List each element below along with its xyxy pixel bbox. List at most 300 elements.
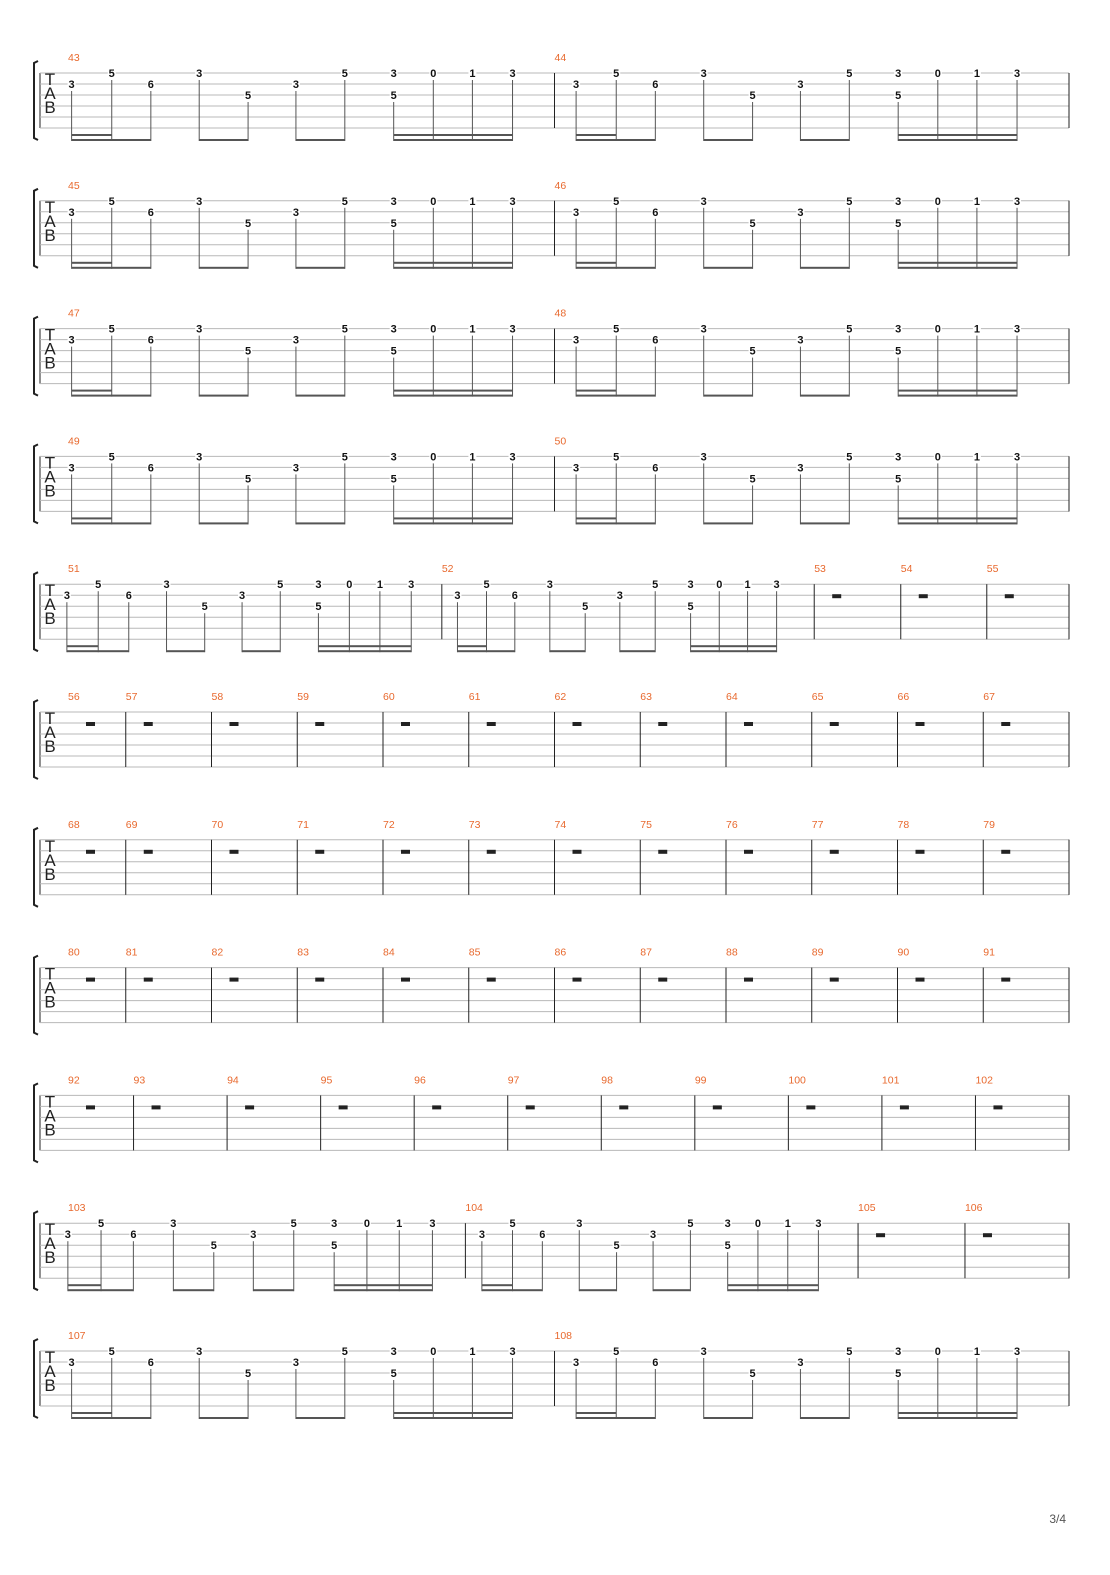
fret-number: 3 <box>700 195 707 208</box>
whole-rest <box>487 850 496 854</box>
fret-number: 3 <box>573 462 580 475</box>
fret-number: 5 <box>749 473 756 486</box>
measure-number: 87 <box>640 946 652 959</box>
beam-sixteenth <box>72 262 112 264</box>
measure-number: 81 <box>125 946 138 959</box>
beam-sixteenth <box>576 517 616 519</box>
measure-number: 55 <box>986 563 999 576</box>
beam <box>550 650 585 652</box>
measure-number: 83 <box>297 946 309 959</box>
measure-number: 47 <box>68 307 80 320</box>
beam <box>253 1289 293 1291</box>
measure-number: 48 <box>554 307 567 320</box>
beam <box>72 395 151 397</box>
beam-sixteenth <box>394 390 513 392</box>
fret-number: 3 <box>700 451 707 464</box>
fret-number: 0 <box>430 451 437 464</box>
tab-clef-letter: A <box>44 850 56 870</box>
fret-number: 5 <box>108 68 115 80</box>
whole-rest <box>573 850 582 854</box>
tab-clef-letter: A <box>44 723 56 742</box>
tab-clef-letter: B <box>44 609 56 629</box>
measure-number: 89 <box>811 946 824 959</box>
fret-number: 0 <box>346 579 353 592</box>
beam-sixteenth <box>576 1412 616 1414</box>
fret-number: 3 <box>797 462 804 475</box>
beam <box>296 139 345 141</box>
fret-number: 5 <box>108 195 115 208</box>
fret-number: 5 <box>245 1368 252 1380</box>
fret-number: 1 <box>973 451 980 464</box>
whole-rest <box>876 1233 885 1237</box>
fret-number: 3 <box>616 590 623 603</box>
tab-clef-letter: B <box>44 353 56 373</box>
fret-number: 5 <box>341 195 348 208</box>
fret-number: 3 <box>390 68 397 80</box>
fret-number: 6 <box>147 206 154 219</box>
system-bracket <box>34 700 38 779</box>
beam-sixteenth <box>72 517 112 519</box>
measure-number: 53 <box>814 563 826 576</box>
whole-rest <box>573 978 582 982</box>
beam-sixteenth <box>898 390 1017 392</box>
fret-number: 5 <box>245 473 252 486</box>
measure-number: 79 <box>983 818 995 831</box>
measure-number: 45 <box>68 179 80 192</box>
fret-number: 3 <box>509 68 516 80</box>
fret-number: 0 <box>430 68 437 80</box>
measure-number: 99 <box>694 1074 707 1087</box>
page-number: 3/4 <box>1049 1512 1066 1526</box>
tab-clef-letter: B <box>44 864 56 884</box>
fret-number: 5 <box>245 90 252 102</box>
fret-number: 3 <box>408 579 415 592</box>
measure-number: 84 <box>383 946 395 959</box>
fret-number: 3 <box>292 1357 299 1369</box>
beam <box>482 1289 542 1291</box>
whole-rest <box>1005 594 1014 598</box>
beam <box>67 650 129 652</box>
fret-number: 3 <box>478 1229 485 1242</box>
fret-number: 3 <box>292 206 299 219</box>
fret-number: 5 <box>390 473 397 486</box>
fret-number: 5 <box>895 473 902 486</box>
fret-number: 1 <box>973 68 980 80</box>
fret-number: 5 <box>613 1240 620 1253</box>
tab-clef-letter: T <box>44 325 56 345</box>
tab-clef-letter: T <box>44 581 56 601</box>
fret-number: 5 <box>613 68 620 80</box>
whole-rest <box>339 1105 348 1109</box>
beam-sixteenth <box>898 517 1017 519</box>
beam-sixteenth <box>334 1284 432 1286</box>
measure-number: 72 <box>383 818 395 831</box>
fret-number: 6 <box>511 590 518 603</box>
fret-number: 5 <box>846 195 853 208</box>
fret-number: 5 <box>331 1240 338 1253</box>
tab-clef-letter: A <box>44 84 56 103</box>
beam <box>318 650 411 652</box>
fret-number: 5 <box>390 1368 397 1380</box>
beam <box>898 1417 1017 1419</box>
fret-number: 3 <box>292 334 299 347</box>
whole-rest <box>245 1105 254 1109</box>
tab-clef-letter: B <box>44 481 56 501</box>
measure-number: 56 <box>68 691 80 703</box>
whole-rest <box>144 978 153 982</box>
fret-number: 5 <box>652 579 659 592</box>
fret-number: 3 <box>68 206 75 219</box>
fret-number: 3 <box>895 451 902 464</box>
tab-clef-letter: A <box>44 467 56 487</box>
fret-number: 3 <box>700 1346 707 1358</box>
measure-number: 62 <box>554 691 567 703</box>
fret-number: 5 <box>613 1346 620 1358</box>
fret-number: 3 <box>429 1218 436 1231</box>
whole-rest <box>916 722 925 726</box>
measure-number: 61 <box>468 691 481 703</box>
fret-number: 3 <box>239 590 246 603</box>
beam <box>691 650 777 652</box>
tab-clef-letter: B <box>44 1248 56 1268</box>
fret-number: 5 <box>97 1218 105 1231</box>
fret-number: 5 <box>315 601 322 614</box>
fret-number: 3 <box>573 1357 580 1369</box>
fret-number: 3 <box>63 590 70 603</box>
whole-rest <box>144 722 153 726</box>
fret-number: 5 <box>341 323 348 336</box>
fret-number: 3 <box>390 323 397 336</box>
fret-number: 0 <box>430 323 437 336</box>
fret-number: 6 <box>147 334 154 347</box>
beam-sixteenth <box>691 645 777 647</box>
whole-rest <box>230 722 239 726</box>
beam-sixteenth <box>576 134 616 136</box>
measure-number: 107 <box>68 1330 86 1342</box>
fret-number: 3 <box>509 1346 516 1358</box>
fret-number: 3 <box>546 579 553 592</box>
beam-sixteenth <box>72 390 112 392</box>
whole-rest <box>1001 850 1010 854</box>
beam <box>576 395 655 397</box>
fret-number: 3 <box>68 1357 75 1369</box>
fret-number: 5 <box>749 90 756 102</box>
beam <box>898 267 1017 269</box>
measure-number: 104 <box>465 1202 483 1215</box>
fret-number: 1 <box>744 579 751 592</box>
beam <box>898 395 1017 397</box>
system-bracket <box>34 1211 38 1290</box>
fret-number: 3 <box>196 1346 203 1358</box>
fret-number: 5 <box>95 579 102 592</box>
measure-number: 66 <box>897 691 910 703</box>
tab-clef-letter: T <box>44 1092 56 1112</box>
fret-number: 0 <box>430 195 437 208</box>
fret-number: 5 <box>846 323 853 336</box>
whole-rest <box>1001 978 1010 982</box>
measure-number: 91 <box>983 946 995 959</box>
beam <box>704 522 753 524</box>
fret-number: 3 <box>196 68 203 80</box>
beam <box>199 1417 248 1419</box>
measure-number: 51 <box>68 563 80 576</box>
beam <box>576 267 655 269</box>
measure-number: 52 <box>441 563 454 576</box>
beam-sixteenth <box>898 262 1017 264</box>
tab-clef-letter: B <box>44 98 56 117</box>
fret-number: 3 <box>196 451 203 464</box>
tab-clef-letter: T <box>44 453 56 473</box>
fret-number: 5 <box>390 90 397 102</box>
fret-number: 3 <box>573 206 580 219</box>
fret-number: 0 <box>430 1346 437 1358</box>
fret-number: 3 <box>815 1218 822 1231</box>
fret-number: 3 <box>797 334 804 347</box>
whole-rest <box>1001 722 1010 726</box>
fret-number: 3 <box>509 195 516 208</box>
whole-rest <box>401 850 410 854</box>
beam <box>394 267 513 269</box>
fret-number: 6 <box>147 1357 154 1369</box>
fret-number: 3 <box>573 334 580 347</box>
whole-rest <box>230 850 239 854</box>
tab-clef-letter: T <box>44 197 56 217</box>
measure-number: 70 <box>211 818 224 831</box>
fret-number: 1 <box>973 323 980 336</box>
fret-number: 3 <box>1013 451 1021 464</box>
beam <box>576 522 655 524</box>
fret-number: 3 <box>1013 68 1021 80</box>
fret-number: 1 <box>784 1218 791 1231</box>
fret-number: 0 <box>934 68 941 80</box>
tab-clef-letter: T <box>44 1220 56 1240</box>
fret-number: 5 <box>108 1346 115 1358</box>
whole-rest <box>144 850 153 854</box>
system-bracket <box>34 1339 38 1418</box>
whole-rest <box>658 978 667 982</box>
system-bracket <box>34 572 38 651</box>
fret-number: 0 <box>934 195 941 208</box>
fret-number: 5 <box>895 217 902 230</box>
whole-rest <box>916 978 925 982</box>
fret-number: 1 <box>469 1346 476 1358</box>
fret-number: 3 <box>700 323 707 336</box>
fret-number: 6 <box>652 462 659 475</box>
fret-number: 5 <box>245 345 252 358</box>
fret-number: 5 <box>846 451 853 464</box>
fret-number: 3 <box>331 1218 338 1231</box>
measure-number: 95 <box>320 1074 333 1087</box>
fret-number: 0 <box>934 451 941 464</box>
beam-sixteenth <box>68 1284 101 1286</box>
tab-clef-letter: T <box>44 70 56 89</box>
beam <box>394 139 513 141</box>
fret-number: 6 <box>539 1229 546 1242</box>
fret-number: 6 <box>147 79 154 91</box>
fret-number: 5 <box>210 1240 217 1253</box>
fret-number: 6 <box>652 334 659 347</box>
whole-rest <box>983 1233 992 1237</box>
measure-number: 73 <box>468 818 481 831</box>
measure-number: 60 <box>383 691 395 703</box>
beam-sixteenth <box>394 517 513 519</box>
whole-rest <box>230 978 239 982</box>
system-bracket <box>34 189 38 268</box>
fret-number: 3 <box>250 1229 257 1242</box>
measure-number: 108 <box>554 1330 573 1342</box>
measure-number: 85 <box>468 946 481 959</box>
fret-number: 1 <box>376 579 383 592</box>
fret-number: 5 <box>341 68 348 80</box>
beam <box>457 650 514 652</box>
measure-number: 49 <box>68 435 80 448</box>
fret-number: 5 <box>846 68 853 80</box>
beam <box>728 1289 819 1291</box>
measure-number: 76 <box>726 818 738 831</box>
fret-number: 3 <box>724 1218 731 1231</box>
fret-number: 5 <box>846 1346 853 1358</box>
whole-rest <box>86 1105 95 1109</box>
measure-number: 74 <box>554 818 567 831</box>
fret-number: 6 <box>147 462 154 475</box>
tab-clef-letter: B <box>44 225 56 245</box>
tab-clef-letter: A <box>44 1362 56 1381</box>
measure-number: 97 <box>507 1074 520 1087</box>
beam <box>296 267 345 269</box>
tab-clef-letter: B <box>44 992 56 1012</box>
beam <box>898 139 1017 141</box>
fret-number: 6 <box>652 206 659 219</box>
beam <box>704 1417 753 1419</box>
fret-number: 3 <box>797 1357 804 1369</box>
measure-number: 71 <box>297 818 309 831</box>
whole-rest <box>713 1105 722 1109</box>
fret-number: 5 <box>108 323 115 336</box>
beam-sixteenth <box>457 645 486 647</box>
fret-number: 0 <box>934 1346 941 1358</box>
fret-number: 3 <box>797 206 804 219</box>
fret-number: 5 <box>724 1240 731 1253</box>
beam-sixteenth <box>72 134 112 136</box>
beam-sixteenth <box>394 262 513 264</box>
fret-number: 5 <box>749 1368 756 1380</box>
measure-number: 58 <box>211 691 224 703</box>
fret-number: 3 <box>68 79 75 91</box>
fret-number: 3 <box>64 1229 71 1242</box>
fret-number: 5 <box>341 1346 348 1358</box>
fret-number: 3 <box>292 79 299 91</box>
measure-number: 57 <box>125 691 138 703</box>
measure-number: 44 <box>554 52 567 64</box>
fret-number: 5 <box>341 451 348 464</box>
whole-rest <box>744 978 753 982</box>
tab-clef-letter: T <box>44 709 56 728</box>
beam-sixteenth <box>67 645 98 647</box>
whole-rest <box>900 1105 909 1109</box>
fret-number: 3 <box>292 462 299 475</box>
fret-number: 5 <box>582 601 589 614</box>
beam <box>296 395 345 397</box>
system-bracket <box>34 828 38 907</box>
fret-number: 3 <box>68 462 75 475</box>
measure-number: 68 <box>68 818 80 831</box>
whole-rest <box>744 850 753 854</box>
fret-number: 5 <box>749 217 756 230</box>
fret-number: 3 <box>576 1218 583 1231</box>
beam <box>334 1289 432 1291</box>
beam-sixteenth <box>898 1412 1017 1414</box>
beam-sixteenth <box>482 1284 513 1286</box>
whole-rest <box>830 722 839 726</box>
measure-number: 96 <box>414 1074 426 1087</box>
beam <box>898 522 1017 524</box>
measure-number: 54 <box>900 563 913 576</box>
fret-number: 6 <box>652 1357 659 1369</box>
beam <box>72 1417 151 1419</box>
beam <box>704 139 753 141</box>
tab-clef-letter: A <box>44 978 56 998</box>
tab-clef-letter: B <box>44 1376 56 1395</box>
beam <box>704 395 753 397</box>
fret-number: 3 <box>454 590 461 603</box>
tab-clef-letter: A <box>44 1234 56 1254</box>
tab-clef-letter: A <box>44 1106 56 1126</box>
whole-rest <box>830 850 839 854</box>
measure-number: 93 <box>133 1074 146 1087</box>
whole-rest <box>152 1105 161 1109</box>
fret-number: 3 <box>170 1218 177 1231</box>
beam-sixteenth <box>576 262 616 264</box>
fret-number: 1 <box>973 195 980 208</box>
beam <box>173 1289 213 1291</box>
whole-rest <box>315 850 324 854</box>
fret-number: 3 <box>509 451 516 464</box>
beam <box>394 1417 513 1419</box>
measure-number: 65 <box>811 691 824 703</box>
beam <box>199 139 248 141</box>
measure-number: 50 <box>554 435 567 448</box>
whole-rest <box>806 1105 815 1109</box>
beam-sixteenth <box>394 1412 513 1414</box>
fret-number: 3 <box>390 195 397 208</box>
fret-number: 3 <box>196 195 203 208</box>
whole-rest <box>315 722 324 726</box>
fret-number: 3 <box>687 579 694 592</box>
fret-number: 3 <box>895 195 902 208</box>
beam <box>653 1289 690 1291</box>
tab-clef-letter: A <box>44 595 56 615</box>
fret-number: 5 <box>509 1218 516 1231</box>
beam <box>800 522 849 524</box>
beam <box>620 650 655 652</box>
beam-sixteenth <box>898 134 1017 136</box>
beam <box>296 522 345 524</box>
beam <box>199 395 248 397</box>
fret-number: 5 <box>895 345 902 358</box>
fret-number: 5 <box>895 90 902 102</box>
measure-number: 86 <box>554 946 567 959</box>
whole-rest <box>830 978 839 982</box>
measure-number: 80 <box>68 946 80 959</box>
system-bracket <box>34 444 38 523</box>
fret-number: 5 <box>201 601 208 614</box>
fret-number: 3 <box>650 1229 657 1242</box>
fret-number: 1 <box>469 195 476 208</box>
fret-number: 3 <box>509 323 516 336</box>
fret-number: 3 <box>797 79 804 91</box>
beam-sixteenth <box>318 645 411 647</box>
fret-number: 3 <box>773 579 780 592</box>
